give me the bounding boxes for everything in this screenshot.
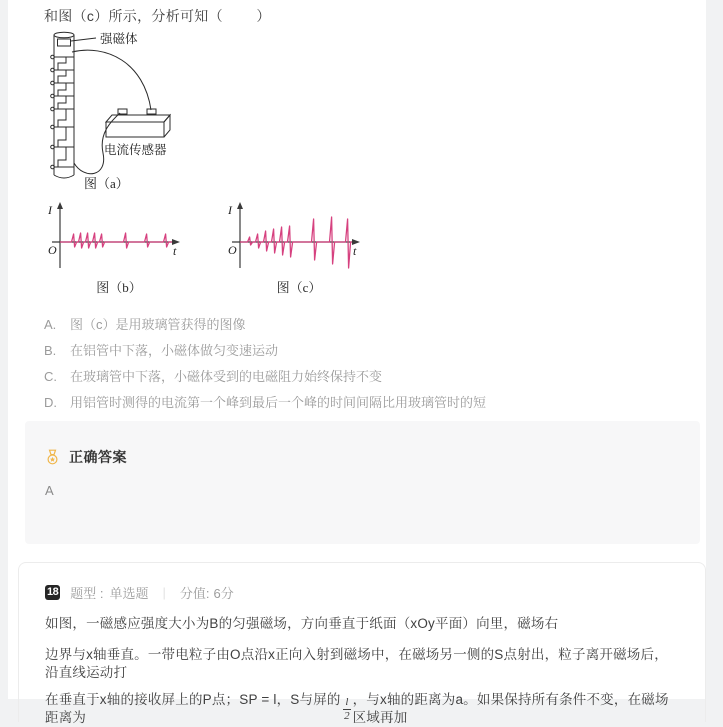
medal-icon <box>45 449 60 466</box>
graph-c-caption: 图（c） <box>276 280 322 295</box>
sensor-top-face <box>106 115 170 122</box>
option-d <box>44 394 690 411</box>
type-value: 单选题 <box>109 586 149 601</box>
type-label: 题型 : <box>70 586 104 601</box>
option-c-text: 在玻璃管中下落，小磁体受到的电磁阻力始终保持不变 <box>70 369 383 384</box>
graph-b-ylabel: I <box>48 203 52 217</box>
magnet-shape <box>58 39 71 46</box>
question17-stem: 和图（c）所示，分析可知（ ） <box>44 8 271 24</box>
graph-c-origin: O <box>228 243 237 257</box>
option-a-key: A. <box>44 317 57 332</box>
graph-b-xlabel: t <box>173 244 177 258</box>
fraction-l-over-2 <box>343 696 350 722</box>
graph-b-origin: O <box>48 243 57 257</box>
question17-content <box>8 0 706 411</box>
question-panel <box>8 0 706 725</box>
graph-c-plot <box>224 200 374 274</box>
figure-a-caption: 图（a） <box>84 176 129 191</box>
wire-top <box>72 50 151 110</box>
option-c-key: C. <box>44 369 57 384</box>
meta-divider: | <box>162 585 166 600</box>
graph-c-block <box>224 200 374 296</box>
option-b-key: B. <box>44 343 57 358</box>
graph-b-signal <box>60 233 172 248</box>
graph-c-xlabel: t <box>353 244 357 258</box>
question18-line3-post: ，与x轴的距离为a。如果保持所有条件不变，在磁场区域再加 <box>352 692 669 725</box>
current-graphs-row <box>44 200 690 296</box>
graph-c-ylabel: I <box>228 203 232 217</box>
fraction-numerator: l <box>345 695 349 708</box>
sensor-terminal-right <box>147 109 156 114</box>
fraction-denominator: 2 <box>344 709 350 722</box>
option-b <box>44 342 690 359</box>
graph-b-block <box>44 200 194 296</box>
score-label: 分值: <box>179 586 210 601</box>
answer-title: 正确答案 <box>69 449 127 465</box>
option-b-text: 在铝管中下落，小磁体做匀变速运动 <box>70 343 279 358</box>
option-d-text: 用铝管时测得的电流第一个峰到最后一个峰的时间间隔比用玻璃管时的短 <box>70 395 487 410</box>
apparatus-figure <box>46 30 236 192</box>
question18-line3 <box>45 691 679 727</box>
options-list <box>44 316 690 411</box>
graph-b-plot <box>44 200 194 274</box>
option-a <box>44 316 690 333</box>
question-number-badge: 18 <box>47 586 59 598</box>
question18-meta-row <box>45 583 679 602</box>
score-value: 6分 <box>213 586 234 601</box>
question18-line3-pre: 在垂直于x轴的接收屏上的P点；SP = l，S与屏的距离为 <box>45 692 341 725</box>
option-c <box>44 368 690 385</box>
magnet-label: 强磁体 <box>100 32 138 46</box>
option-d-key: D. <box>44 395 57 410</box>
question18-line1: 如图，一磁感应强度大小为B的匀强磁场，方向垂直于纸面（xOy平面）向里，磁场右 <box>45 616 559 631</box>
sensor-front-face <box>106 122 164 137</box>
question18-line2: 边界与x轴垂直。一带电粒子由O点沿x正向入射到磁场中，在磁场另一侧的S点射出，粒子离开磁场后，沿直线运动打 <box>45 647 668 680</box>
option-a-text: 图（c）是用玻璃管获得的图像 <box>70 317 246 332</box>
answer-value: A <box>45 483 54 498</box>
correct-answer-panel <box>25 421 700 544</box>
answer-title-row <box>45 447 680 467</box>
sensor-label: 电流传感器 <box>104 143 167 157</box>
graph-b-caption: 图（b） <box>96 280 142 295</box>
question18-card <box>18 562 706 725</box>
sensor-side-face <box>164 115 170 137</box>
